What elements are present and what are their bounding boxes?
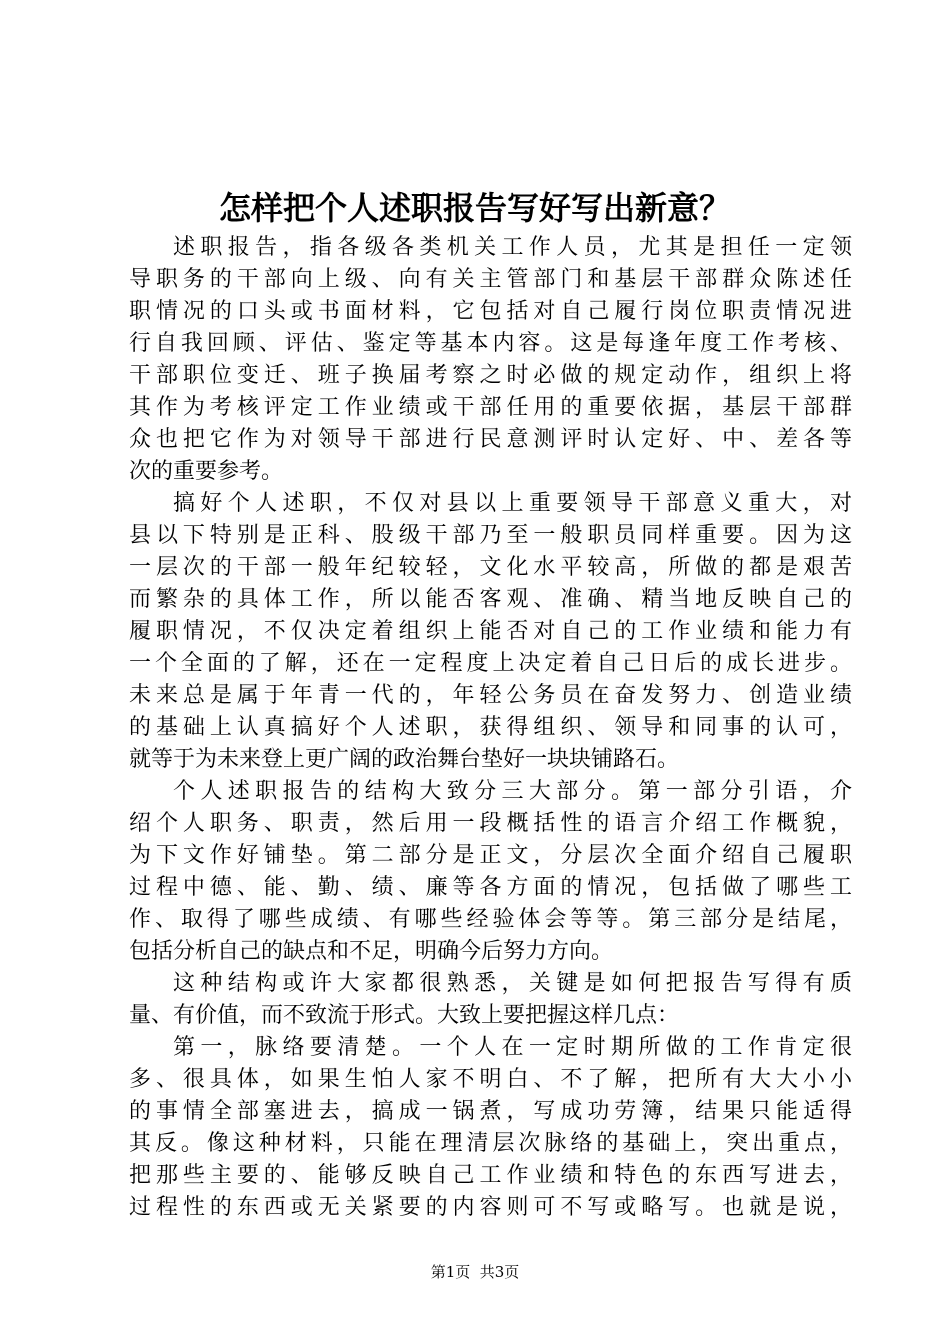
text-line: 搞好个人述职，不仅对县以上重要领导干部意义重大，对 xyxy=(173,491,852,516)
text-line: 县以下特别是正科、股级干部乃至一般职员同样重要。因为这 xyxy=(129,523,852,548)
text-line: 其作为考核评定工作业绩或干部任用的重要依据，基层干部群 xyxy=(129,395,852,420)
text-line: 述职报告，指各级各类机关工作人员，尤其是担任一定领 xyxy=(173,235,852,260)
text-line: 绍个人职务、职责，然后用一段概括性的语言介绍工作概貌， xyxy=(129,811,852,836)
text-line: 过程性的东西或无关紧要的内容则可不写或略写。也就是说， xyxy=(129,1195,852,1220)
text-line: 导职务的干部向上级、向有关主管部门和基层干部群众陈述任 xyxy=(129,267,852,292)
text-line: 把那些主要的、能够反映自己工作业绩和特色的东西写进去， xyxy=(129,1163,852,1188)
text-line: 其反。像这种材料，只能在理清层次脉络的基础上，突出重点， xyxy=(129,1131,852,1156)
text-line: 多、很具体，如果生怕人家不明白、不了解，把所有大大小小 xyxy=(129,1067,852,1092)
text-line: 一个全面的了解，还在一定程度上决定着自己日后的成长进步。 xyxy=(129,651,852,676)
text-line: 为下文作好铺垫。第二部分是正文，分层次全面介绍自己履职 xyxy=(129,843,852,868)
text-line: 次的重要参考。 xyxy=(129,459,284,484)
text-line: 履职情况，不仅决定着组织上能否对自己的工作业绩和能力有 xyxy=(129,619,852,644)
text-line: 行自我回顾、评估、鉴定等基本内容。这是每逢年度工作考核、 xyxy=(129,331,852,356)
text-line: 包括分析自己的缺点和不足，明确今后努力方向。 xyxy=(129,939,614,964)
text-line: 个人述职报告的结构大致分三大部分。第一部分引语，介 xyxy=(173,779,852,804)
text-line: 的事情全部塞进去，搞成一锅煮，写成功劳簿，结果只能适得 xyxy=(129,1099,852,1124)
text-line: 作、取得了哪些成绩、有哪些经验体会等等。第三部分是结尾， xyxy=(129,907,852,932)
text-line: 量、有价值，而不致流于形式。大致上要把握这样几点： xyxy=(129,1003,680,1028)
text-line: 干部职位变迁、班子换届考察之时必做的规定动作，组织上将 xyxy=(129,363,852,388)
text-line: 职情况的口头或书面材料，它包括对自己履行岗位职责情况进 xyxy=(129,299,852,324)
text-line: 过程中德、能、勤、绩、廉等各方面的情况，包括做了哪些工 xyxy=(129,875,852,900)
text-line: 就等于为未来登上更广阔的政治舞台垫好一块块铺路石。 xyxy=(129,747,680,772)
document-body xyxy=(129,232,852,1224)
text-line: 未来总是属于年青一代的，年轻公务员在奋发努力、创造业绩 xyxy=(129,683,852,708)
text-line: 一层次的干部一般年纪较轻，文化水平较高，所做的都是艰苦 xyxy=(129,555,852,580)
text-line: 第一，脉络要清楚。一个人在一定时期所做的工作肯定很 xyxy=(173,1035,852,1060)
text-line: 这种结构或许大家都很熟悉，关键是如何把报告写得有质 xyxy=(173,971,852,996)
document-title: 怎样把个人述职报告写好写出新意？ xyxy=(218,189,731,227)
text-line: 众也把它作为对领导干部进行民意测评时认定好、中、差各等 xyxy=(129,427,852,452)
text-line: 的基础上认真搞好个人述职，获得组织、领导和同事的认可， xyxy=(129,715,852,740)
text-line: 而繁杂的具体工作，所以能否客观、准确、精当地反映自己的 xyxy=(129,587,852,612)
page-footer: 第1页 共3页 xyxy=(430,1263,520,1281)
